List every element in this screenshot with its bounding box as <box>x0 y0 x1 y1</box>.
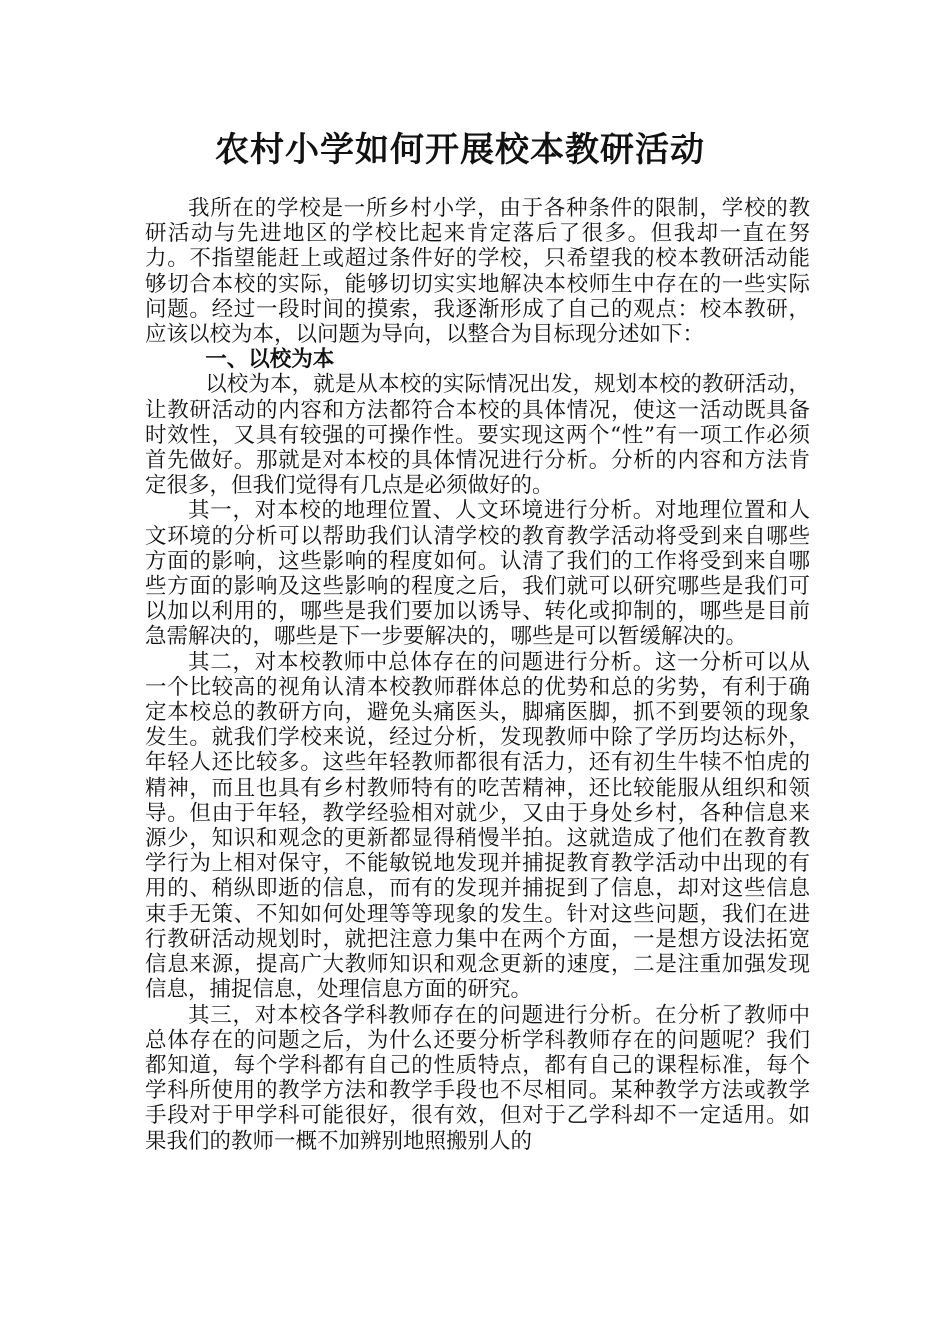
intro-paragraph: 我所在的学校是一所乡村小学，由于各种条件的限制，学校的教研活动与先进地区的学校比起来肯定落后了很多。但我却一直在努力。不指望能赶上或超过条件好的学校，只希望我的校本教研活动能够切合本校的实际，能够切切实实地解决本校师生中存在的一些实际问题。经过一段时间的摸索，我逐渐形成了自己的观点：校本教研，应该以校为本，以问题为导向，以整合为目标现分述如下： <box>145 196 810 348</box>
point-three-paragraph: 其三，对本校各学科教师存在的问题进行分析。在分析了教师中总体存在的问题之后，为什么还要分析学科教师存在的问题呢？我们都知道，每个学科都有自己的性质特点，都有自己的课程标准，每个学科所使用的教学方法和教学手段也不尽相同。某种教学方法或教学手段对于甲学科可能很好，很有效，但对于乙学科却不一定适用。如果我们的教师一概不加辨别地照搬别人的 <box>145 1002 810 1154</box>
document-title: 农村小学如何开展校本教研活动 <box>215 130 705 170</box>
section-heading: 一、以校为本 <box>205 347 335 373</box>
section-intro-paragraph: 以校为本，就是从本校的实际情况出发，规划本校的教研活动，让教研活动的内容和方法都符合本校的具体情况，使这一活动既具备时效性，又具有较强的可操作性。要实现这两个“性”有一项工作必须首先做好。那就是对本校的具体情况进行分析。分析的内容和方法肯定很多，但我们觉得有几点是必须做好的。 <box>145 372 810 499</box>
point-one-paragraph: 其一，对本校的地理位置、人文环境进行分析。对地理位置和人文环境的分析可以帮助我们认清学校的教育教学活动将受到来自哪些方面的影响，这些影响的程度如何。认清了我们的工作将受到来自哪些方面的影响及这些影响的程度之后，我们就可以研究哪些是我们可以加以利用的，哪些是我们要加以诱导、转化或抑制的，哪些是目前急需解决的，哪些是下一步要解决的，哪些是可以暂缓解决的。 <box>145 498 810 650</box>
point-two-paragraph: 其二，对本校教师中总体存在的问题进行分析。这一分析可以从一个比较高的视角认清本校教师群体总的优势和总的劣势，有利于确定本校总的教研方向，避免头痛医头，脚痛医脚，抓不到要领的现象发生。就我们学校来说，经过分析，发现教师中除了学历均达标外，年轻人还比较多。这些年轻教师都很有活力，还有初生牛犊不怕虎的精神，而且也具有乡村教师特有的吃苦精神，还比较能服从组织和领导。但由于年轻，教学经验相对就少，又由于身处乡村，各种信息来源少，知识和观念的更新都显得稍慢半拍。这就造成了他们在教育教学行为上相对保守，不能敏锐地发现并捕捉教育教学活动中出现的有用的、稍纵即逝的信息，而有的发现并捕捉到了信息，却对这些信息束手无策、不知如何处理等等现象的发生。针对这些问题，我们在进行教研活动规划时，就把注意力集中在两个方面，一是想方设法拓宽信息来源，提高广大教师知识和观念更新的速度，二是注重加强发现信息，捕捉信息，处理信息方面的研究。 <box>145 649 810 1003</box>
document-body <box>145 196 810 1154</box>
